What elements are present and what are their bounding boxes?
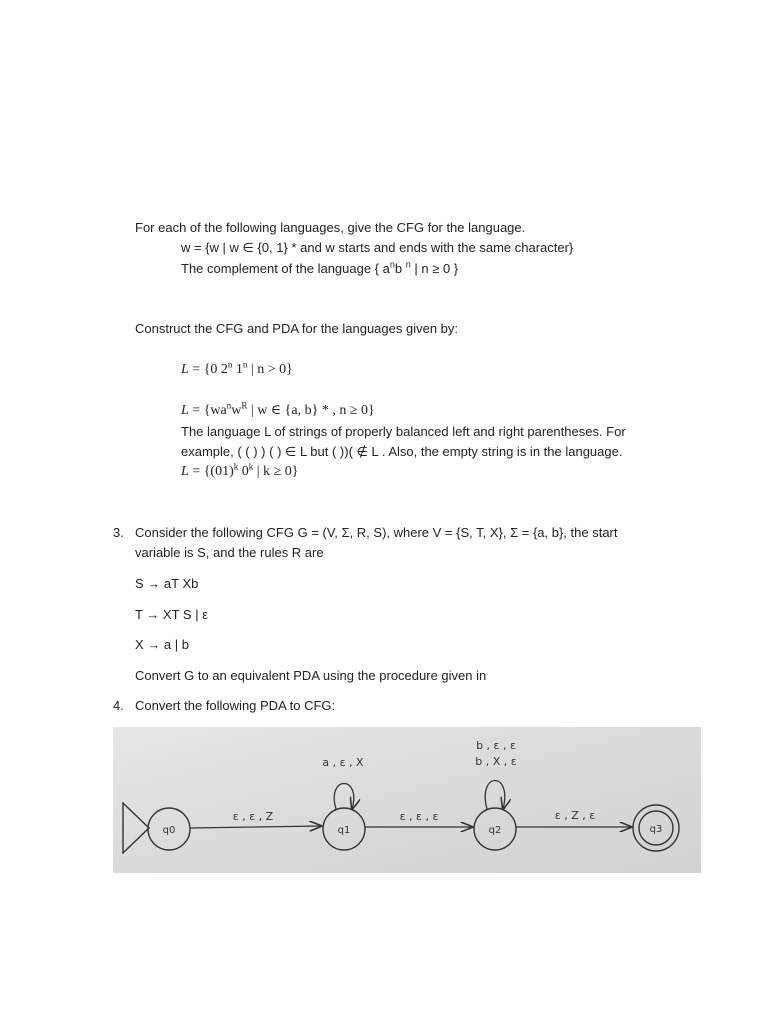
language-item-same-start-end: w = {w | w ∈ {0, 1} * and w starts and ends with the same character} xyxy=(181,240,574,255)
language-wanwr: $L = \{wa^nw^R$ | w ∈ {a, b} * , n ≥ 0} xyxy=(181,400,375,418)
state-q2-label: q2 xyxy=(488,825,502,836)
language-balanced-parens-line-2: example, ( ( ) ) ( ) ∈ L but ( ))( ∉ L . Also, the empty string is in the language. xyxy=(181,444,623,459)
grammar-rule-t: T → XT S | ε xyxy=(135,607,208,622)
state-q1-label: q1 xyxy=(337,825,351,836)
question-4-number: 4. xyxy=(113,698,124,713)
transition-label-q0-q1: ε , ε , Z xyxy=(232,810,274,823)
paper-background xyxy=(113,727,701,873)
transition-label-q2-q3: ε , Z , ε xyxy=(554,809,596,822)
question-3-line-1: Consider the following CFG G = (V, Σ, R, S), where V = {S, T, X}, Σ = {a, b}, the start xyxy=(135,525,618,540)
state-q0-label: q0 xyxy=(162,825,176,836)
transition-label-q1-q2: ε , ε , ε xyxy=(399,810,439,823)
state-q3-label: q3 xyxy=(649,824,663,835)
section-1-intro: For each of the following languages, give the CFG for the language. xyxy=(135,220,526,235)
question-3-line-2: variable is S, and the rules R are xyxy=(135,545,324,560)
language-item-complement: The complement of the language { $a^nb$ $^n$ | n ≥ 0 } xyxy=(181,259,459,276)
language-balanced-parens-line-1: The language L of strings of properly balanced left and right parentheses. For xyxy=(181,424,626,439)
self-loop-label-q2-1: b , ε , ε xyxy=(476,739,516,752)
grammar-rule-s: S → aT Xb xyxy=(135,576,199,591)
language-0-2n-1n: L = {0 2$^n$ 1$^n$ | n > 0} xyxy=(181,359,293,377)
pda-diagram xyxy=(113,727,701,873)
question-3-number: 3. xyxy=(113,525,124,540)
self-loop-label-q2-2: b , X , ε xyxy=(475,755,517,768)
section-2-intro: Construct the CFG and PDA for the languages given by: xyxy=(135,321,459,336)
question-3-instruction: Convert G to an equivalent PDA using the procedure given in xyxy=(135,668,487,683)
language-01k-0k: $L = \{(01)^k$ 0$^k$ | k ≥ 0} xyxy=(181,461,299,479)
question-4-text: Convert the following PDA to CFG: xyxy=(135,698,336,713)
self-loop-label-q1: a , ε , X xyxy=(322,756,364,769)
grammar-rule-x: X → a | b xyxy=(135,637,189,652)
